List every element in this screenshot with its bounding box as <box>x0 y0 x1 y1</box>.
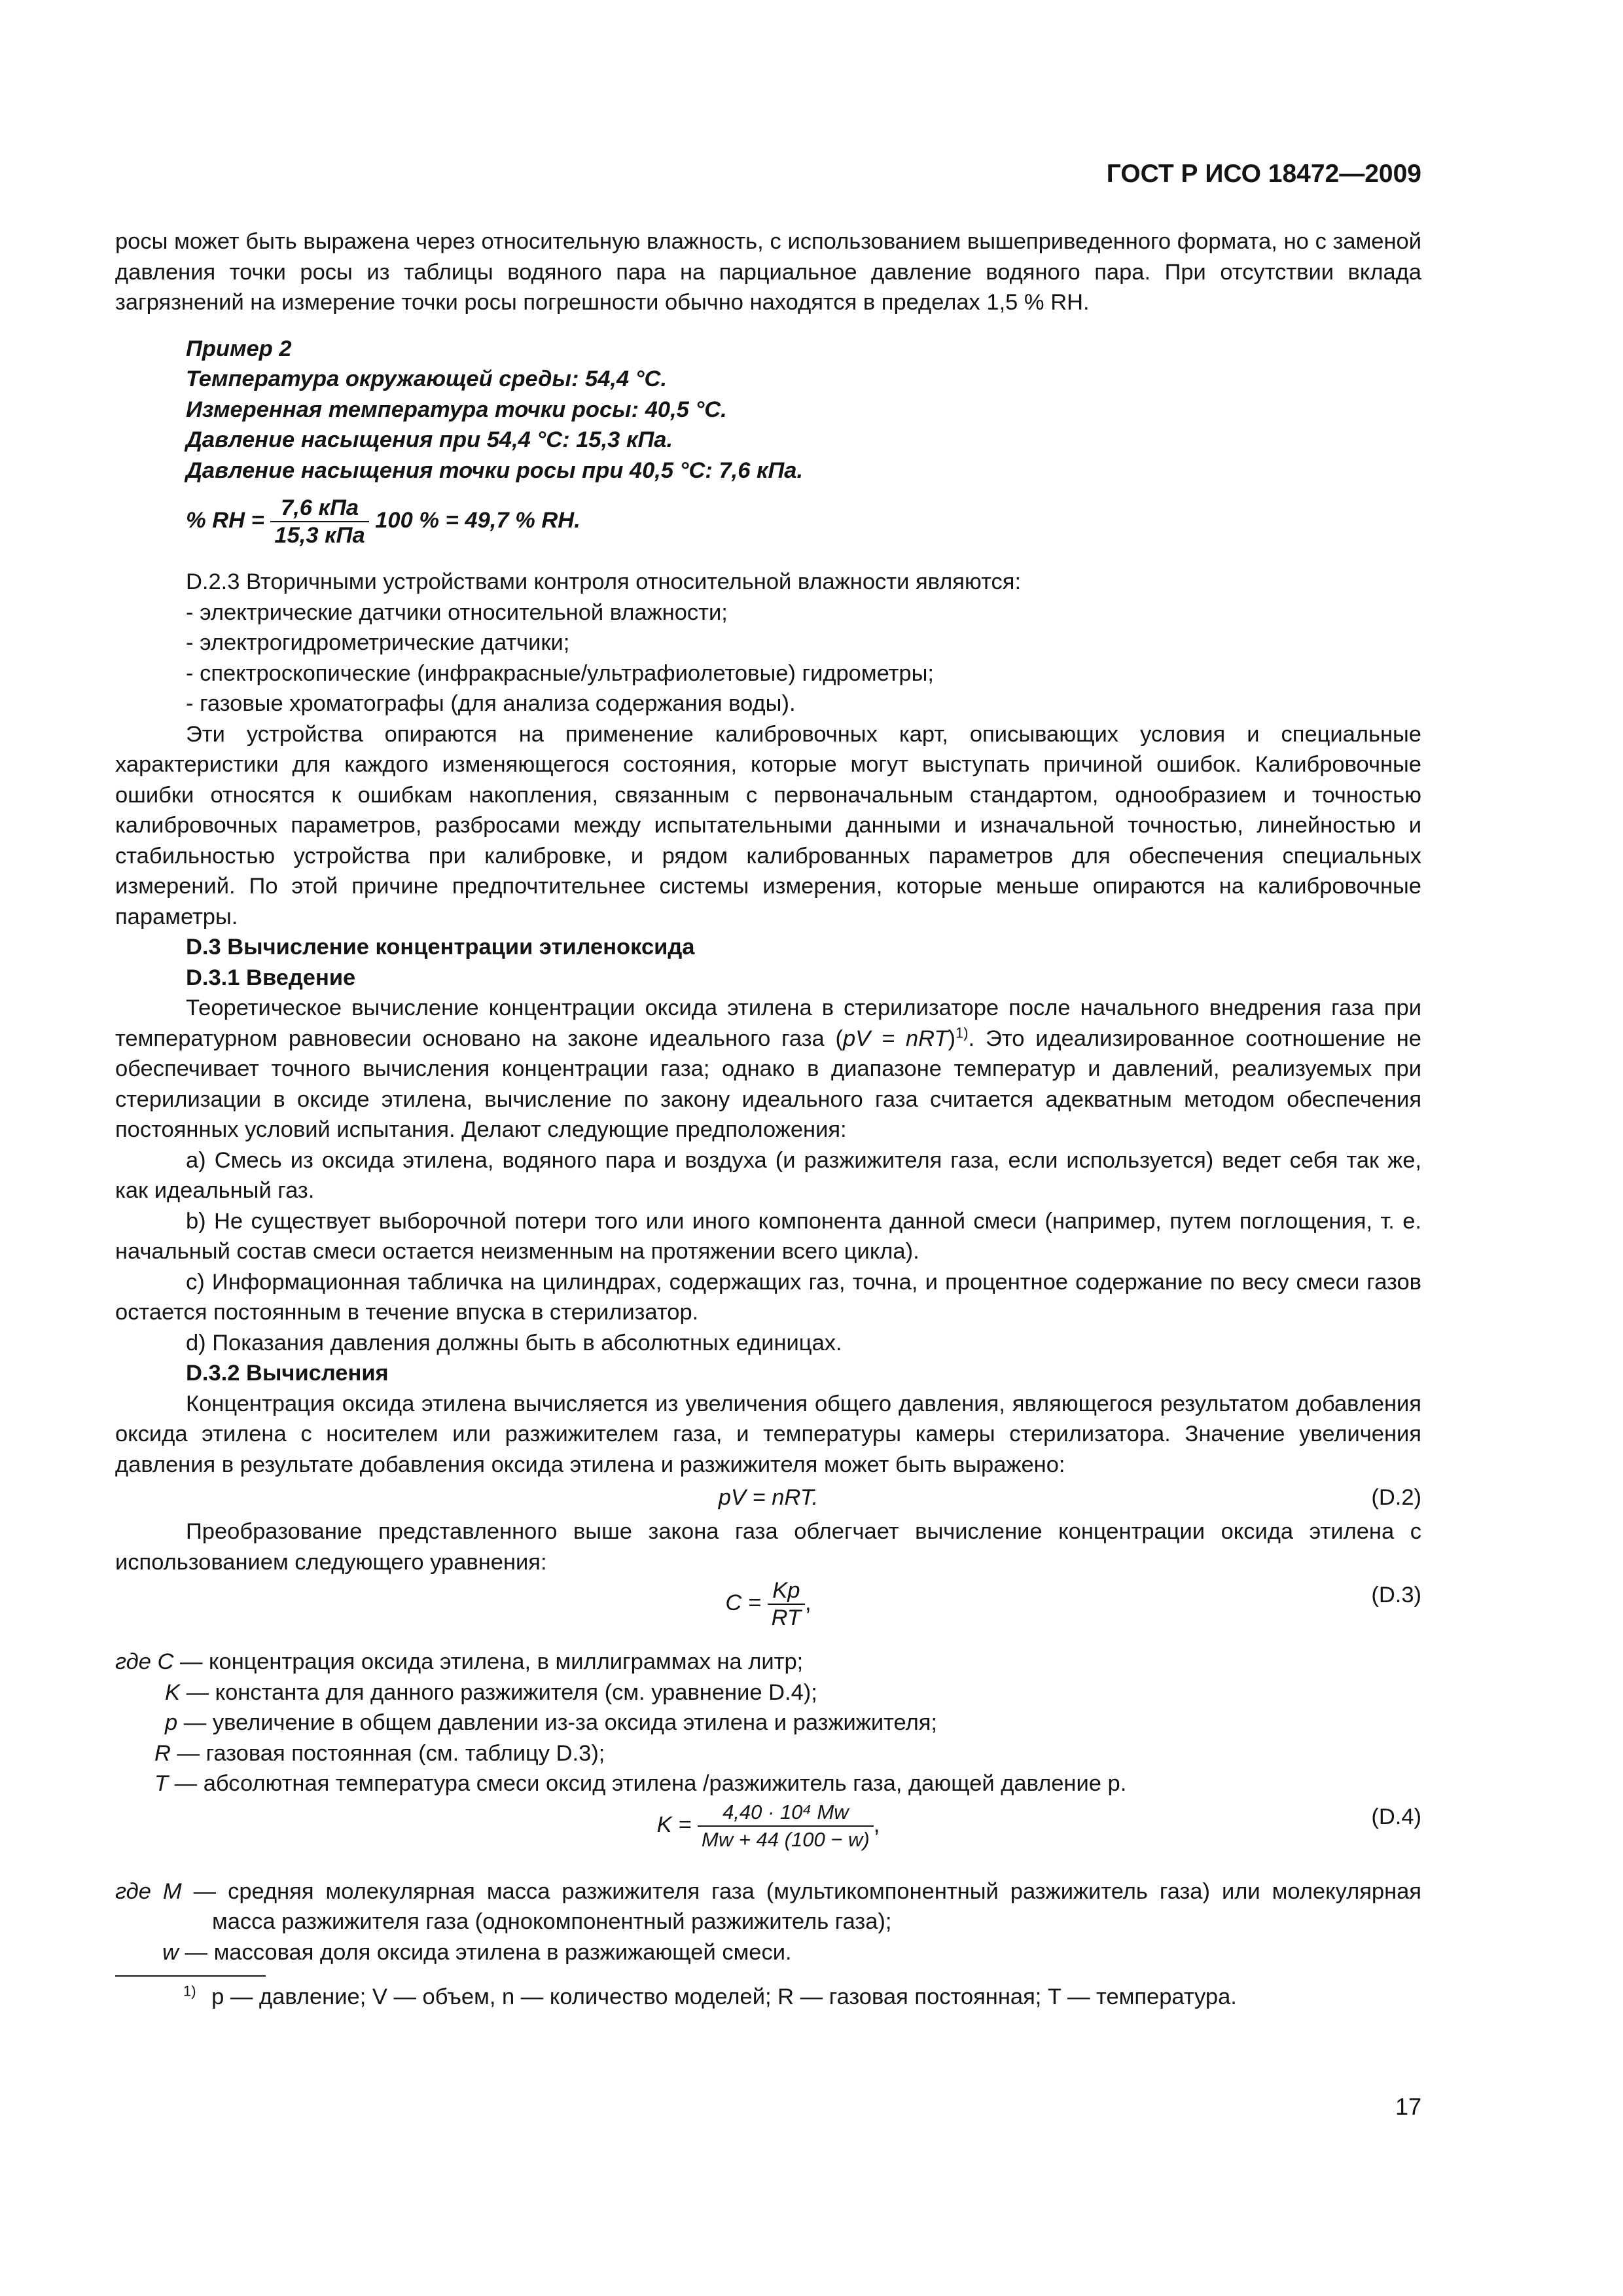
where-list-d4 <box>115 1876 1421 1968</box>
equation-d3-comma: , <box>805 1590 812 1616</box>
list-item: - электрогидрометрические датчики; <box>186 630 570 655</box>
where-symbol: R <box>154 1740 171 1766</box>
footnote-text: p — давление; V — объем, n — количество моделей; R — газовая постоянная; T — температура. <box>211 1984 1237 2009</box>
equation-d3-numerator: Kp <box>768 1577 805 1605</box>
d23-list <box>115 598 1421 719</box>
d31-paragraph: Теоретическое вычисление концентрации оксида этилена в стерилизаторе после начального внедрения газа при температурном равновесии основано на законе идеального газа (pV = nRT)$^{1)}$. Это идеализированное соотношение не обеспечивает точного вычисления концентрации газа; однако в диапазоне температур и давлений, реализуемых при стерилизации в оксиде этилена, вычисление по закону идеального газа считается адекватным методом обеспечения постоянных условий испытания. Делают следующие предположения: <box>115 996 1421 1142</box>
where-text: — концентрация оксида этилена, в миллиграммах на литр; <box>173 1649 804 1674</box>
where-item-m <box>115 1876 1421 1937</box>
d32-paragraph-1: Концентрация оксида этилена вычисляется из увеличения общего давления, являющегося результатом добавления оксида этилена с носителем или разжижителем газа, и температуры камеры стерилизатора. Значение увеличения давления в результате добавления оксида этилена и разжижителя может быть выражено: <box>115 1391 1421 1477</box>
equation-d3-fraction <box>768 1577 805 1631</box>
d31-text-a: Теоретическое вычисление концентрации оксида этилена в стерилизаторе после начального внедрения газа при температурном равновесии основано на законе идеального газа ( <box>115 996 1421 1051</box>
example-line: Давление насыщения при 54,4 °C: 15,3 кПа. <box>186 427 673 452</box>
footnote-ref[interactable]: 1) <box>955 1024 969 1041</box>
where-symbol: p <box>165 1710 178 1735</box>
formula-numerator: 7,6 кПа <box>270 495 368 522</box>
list-item: - спектроскопические (инфракрасные/ультрафиолетовые) гидрометры; <box>186 660 934 686</box>
footnote-divider <box>115 1975 266 1977</box>
formula-denominator: 15,3 кПа <box>274 523 365 548</box>
equation-d3-number: (D.3) <box>1371 1583 1421 1607</box>
section-heading-d32: D.3.2 Вычисления <box>186 1361 389 1386</box>
equation-d2 <box>115 1480 1421 1516</box>
equation-d3-lhs: C = <box>725 1590 762 1616</box>
d23-paragraph: Эти устройства опираются на применение калибровочных карт, описывающих условия и специальные характеристики для каждого изменяющегося состояния, которые могут выступать причиной ошибок. Калибровочные ошибки относятся к ошибкам накопления, связанным с первоначальным стандартом, однообразием и точностью калибровочных параметров, разбросами между испытательными данными и изначальной точностью, линейностью и стабильностью устройства при калибровке, и рядом калиброванных параметров для обеспечения специальных измерений. По этой причине предпочтительнее системы измерения, которые меньше опираются на калибровочные параметры. <box>115 721 1421 929</box>
intro-paragraph: росы может быть выражена через относительную влажность, с использованием вышеприведенного формата, но с заменой давления точки росы из таблицы водяного пара на парциальное давление водяного пара. При отсутствии вклада загрязнений на измерение точки росы погрешности обычно находятся в пределах 1,5 % RH. <box>115 229 1421 315</box>
where-item <box>115 1768 1421 1799</box>
equation-d2-number: (D.2) <box>1371 1485 1421 1510</box>
where-text: — газовая постоянная (см. таблицу D.3); <box>170 1740 605 1766</box>
where-symbol: T <box>154 1771 169 1796</box>
where-symbol: w <box>162 1939 179 1965</box>
equation-d4-numerator: 4,40 · 10⁴ Mw <box>698 1799 874 1827</box>
formula-lhs: % RH = <box>186 508 264 533</box>
equation-d4-fraction <box>698 1799 874 1853</box>
where-item <box>115 1738 1421 1769</box>
equation-d3-denominator: RT <box>771 1605 802 1630</box>
where-item <box>115 1647 1421 1677</box>
where-list-d3 <box>115 1647 1421 1799</box>
list-item: - электрические датчики относительной влажности; <box>186 600 728 625</box>
equation-d4-number: (D.4) <box>1371 1804 1421 1829</box>
formula-rhs: 100 % = 49,7 % RH. <box>375 508 580 533</box>
assumption-item: b) Не существует выборочной потери того или иного компонента данной смеси (например, путем поглощения, т. е. начальный состав смеси остается неизменным на протяжении всего цикла). <box>115 1208 1421 1264</box>
where-text: — средняя молекулярная масса разжижителя газа (мультикомпонентный разжижитель газа) или молекулярная масса разжижителя газа (однокомпонентный разжижитель газа); <box>181 1878 1421 1934</box>
section-heading-d31: D.3.1 Введение <box>186 965 356 990</box>
d31-text-b: . Это идеализированное соотношение не обеспечивает точного вычисления концентрации газа; однако в диапазоне температур и давлений, реализуемых при стерилизации в оксиде этилена, вычисление по закону идеального газа считается адекватным методом обеспечения постоянных условий испытания. Делают следующие предположения: <box>115 1026 1421 1142</box>
d23-lead: D.2.3 Вторичными устройствами контроля относительной влажности являются: <box>186 569 1022 594</box>
equation-d4-body <box>115 1799 1421 1853</box>
where-symbol: где M <box>115 1878 182 1904</box>
document-body <box>115 226 1421 2013</box>
d32-paragraph-2: Преобразование представленного выше закона газа облегчает вычисление концентрации оксида этилена с использованием следующего уравнения: <box>115 1519 1421 1575</box>
example-line: Измеренная температура точки росы: 40,5 °C. <box>186 397 727 422</box>
formula-fraction <box>270 495 368 548</box>
equation-d2-body: pV = nRT. <box>718 1485 819 1510</box>
where-text: — увеличение в общем давлении из-за оксида этилена и разжижителя; <box>177 1710 937 1735</box>
where-text: — абсолютная температура смеси оксид этилена /разжижитель газа, дающей давление p. <box>168 1771 1127 1796</box>
equation-d4-lhs: K = <box>656 1812 692 1837</box>
list-item: - газовые хроматографы (для анализа содержания воды). <box>186 691 796 716</box>
equation-d4-comma: , <box>873 1812 880 1837</box>
where-item <box>115 1677 1421 1708</box>
equation-d3 <box>115 1577 1421 1647</box>
example-formula <box>186 495 1421 548</box>
assumption-item: d) Показания давления должны быть в абсолютных единицах. <box>186 1330 842 1355</box>
ideal-gas-formula: pV = nRT <box>843 1026 948 1051</box>
assumption-item: a) Смесь из оксида этилена, водяного пара и воздуха (и разжижителя газа, если используется) ведет себя так же, как идеальный газ. <box>115 1147 1421 1203</box>
example-title: Пример 2 <box>186 336 292 361</box>
footnote-mark: 1) <box>183 1982 196 2000</box>
page-number: 17 <box>1395 2093 1421 2120</box>
section-heading-d3: D.3 Вычисление концентрации этиленоксида <box>186 935 695 960</box>
example-block <box>186 334 1421 549</box>
footnote <box>115 1982 1421 2013</box>
equation-d3-body <box>115 1577 1421 1631</box>
equation-d4-denominator: Mw + 44 (100 − w) <box>702 1827 870 1851</box>
where-text: — массовая доля оксида этилена в разжижающей смеси. <box>178 1939 792 1965</box>
assumption-item: c) Информационная табличка на цилиндрах, содержащих газ, точна, и процентное содержание по весу смеси газов остается постоянным в течение впуска в стерилизатор. <box>115 1269 1421 1325</box>
where-text: — константа для данного разжижителя (см. уравнение D.4); <box>180 1679 817 1705</box>
document-header: ГОСТ Р ИСО 18472—2009 <box>1106 160 1421 188</box>
equation-d4 <box>115 1799 1421 1876</box>
where-item <box>115 1708 1421 1738</box>
where-symbol: где C <box>115 1649 174 1674</box>
example-line: Давление насыщения точки росы при 40,5 °C: 7,6 кПа. <box>186 457 804 483</box>
example-line: Температура окружающей среды: 54,4 °C. <box>186 367 668 391</box>
where-item-w <box>115 1937 1421 1968</box>
where-symbol: K <box>165 1679 181 1705</box>
